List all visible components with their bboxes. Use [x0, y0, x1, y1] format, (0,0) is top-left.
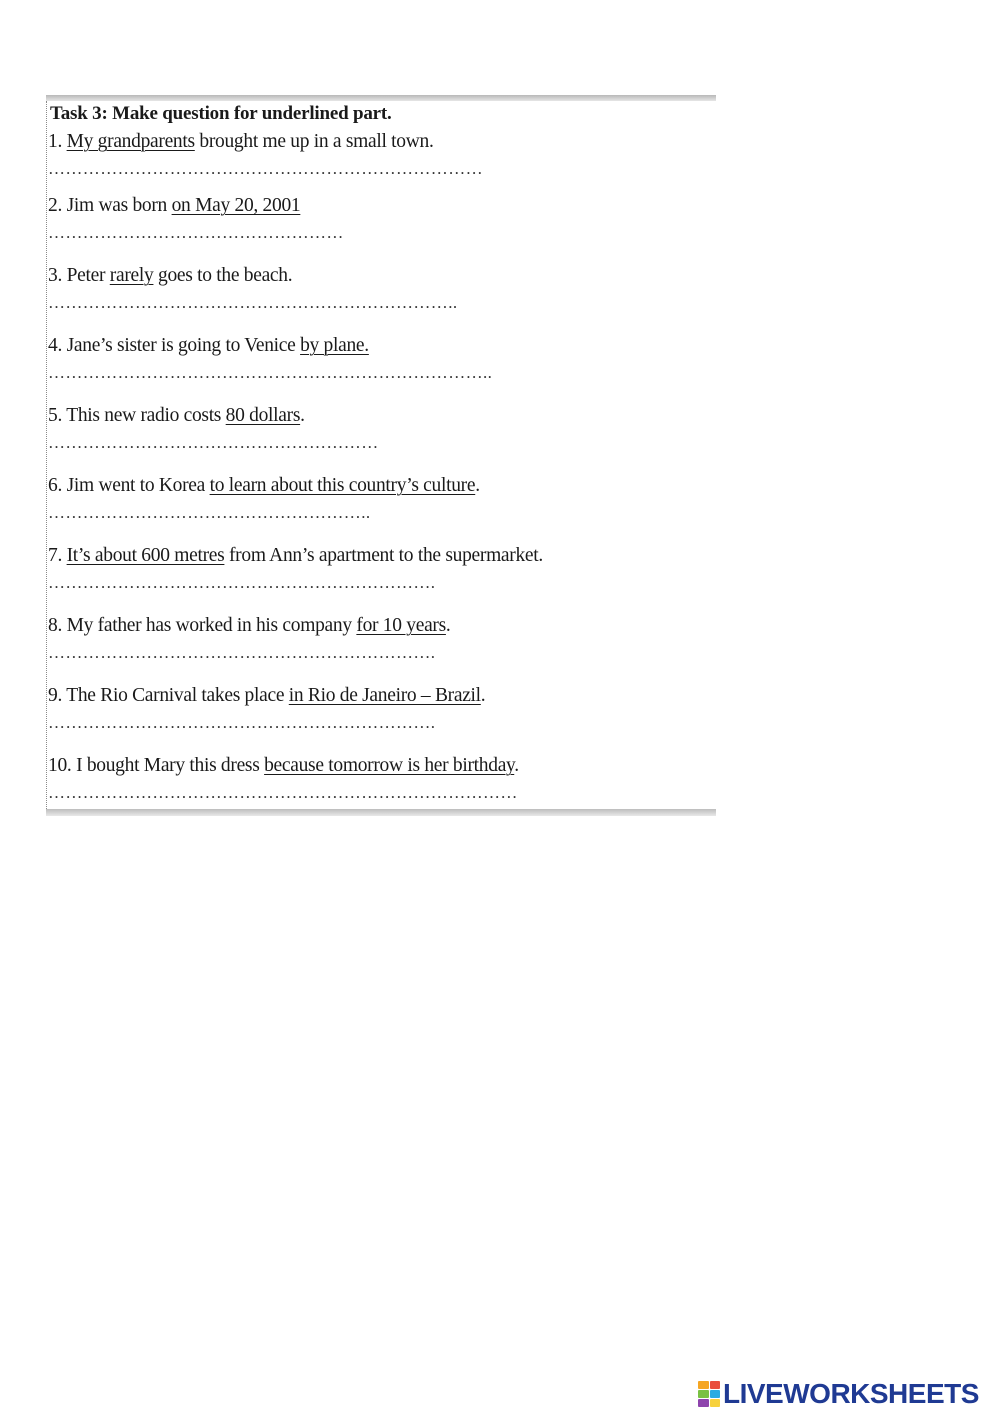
logo-square	[698, 1381, 709, 1389]
question-text-after: .	[475, 475, 480, 496]
underlined-part: by plane.	[300, 335, 369, 356]
question-number: 10.	[48, 755, 77, 776]
question-text	[48, 405, 305, 427]
left-border	[46, 101, 47, 809]
question-number: 5.	[48, 405, 67, 426]
question-item	[48, 131, 716, 201]
underlined-part: in Rio de Janeiro – Brazil	[288, 685, 481, 706]
question-text	[48, 615, 450, 637]
answer-line[interactable]: ………………………………………………………….	[48, 643, 436, 662]
question-text-before: Jane’s sister is going to Venice	[66, 335, 301, 356]
question-text-before: This new radio costs	[66, 405, 226, 426]
logo-square	[710, 1399, 721, 1407]
question-text-after: .	[480, 685, 486, 706]
answer-line[interactable]: ……………………………………………………………..	[48, 293, 458, 312]
liveworksheets-logo	[698, 1378, 979, 1410]
question-text-before: Jim went to Korea	[66, 475, 210, 496]
question-number: 1.	[48, 131, 67, 152]
question-number: 8.	[48, 615, 67, 636]
question-text	[48, 685, 485, 707]
question-text	[48, 755, 519, 777]
answer-line[interactable]: …………………………………………………………………	[48, 159, 483, 178]
question-item	[48, 545, 716, 615]
underlined-part: 80 dollars	[225, 405, 301, 426]
underlined-part: rarely	[109, 265, 154, 286]
underlined-part: My grandparents	[66, 131, 195, 152]
top-rule	[46, 95, 716, 101]
question-item	[48, 685, 716, 755]
question-item	[48, 405, 716, 475]
question-text-after: brought me up in a small town.	[194, 131, 434, 152]
question-text	[48, 545, 543, 567]
answer-line[interactable]: …………………………………………………	[48, 433, 379, 452]
logo-square	[698, 1390, 709, 1398]
logo-square	[698, 1399, 709, 1407]
question-item	[48, 475, 716, 545]
question-text-after: .	[514, 755, 519, 776]
question-number: 4.	[48, 335, 67, 356]
answer-line[interactable]: ………………………………………………………….	[48, 713, 436, 732]
logo-text: LIVEWORKSHEETS	[723, 1378, 979, 1409]
answer-line[interactable]: ………………………………………………..	[48, 503, 371, 522]
underlined-part: for 10 years	[356, 615, 446, 636]
question-item	[48, 195, 716, 265]
question-text	[48, 131, 434, 153]
question-number: 6.	[48, 475, 67, 496]
question-item	[48, 265, 716, 335]
question-number: 7.	[48, 545, 67, 566]
answer-line[interactable]: ……………………………………………	[48, 223, 344, 242]
underlined-part: It’s about 600 metres	[66, 545, 225, 566]
bottom-rule	[46, 809, 716, 816]
underlined-part: to learn about this country’s culture	[209, 475, 476, 496]
task-title: Task 3: Make question for underlined part.	[50, 103, 392, 124]
question-text	[48, 475, 480, 497]
question-text	[48, 265, 292, 287]
question-text-before: Jim was born	[66, 195, 172, 216]
question-text-after: .	[445, 615, 451, 636]
logo-square	[710, 1390, 721, 1398]
answer-line[interactable]: ………………………………………………………………………	[48, 783, 518, 802]
question-item	[48, 615, 716, 685]
worksheet-panel	[46, 95, 716, 818]
logo-mark-icon	[698, 1381, 720, 1407]
underlined-part: because tomorrow is her birthday	[264, 755, 515, 776]
question-text	[48, 335, 369, 357]
question-text-before: I bought Mary this dress	[76, 755, 265, 776]
question-text	[48, 195, 300, 217]
question-number: 2.	[48, 195, 67, 216]
answer-line[interactable]: ………………………………………………………….	[48, 573, 436, 592]
underlined-part: on May 20, 2001	[171, 195, 301, 216]
question-text-before: Peter	[66, 265, 110, 286]
answer-line[interactable]: …………………………………………………………………..	[48, 363, 493, 382]
question-text-after: goes to the beach.	[153, 265, 293, 286]
logo-square	[710, 1381, 721, 1389]
question-text-before: The Rio Carnival takes place	[66, 685, 289, 706]
question-number: 9.	[48, 685, 67, 706]
question-item	[48, 335, 716, 405]
question-number: 3.	[48, 265, 67, 286]
question-text-after: from Ann’s apartment to the supermarket.	[224, 545, 543, 566]
question-text-after: .	[300, 405, 305, 426]
question-text-before: My father has worked in his company	[66, 615, 357, 636]
